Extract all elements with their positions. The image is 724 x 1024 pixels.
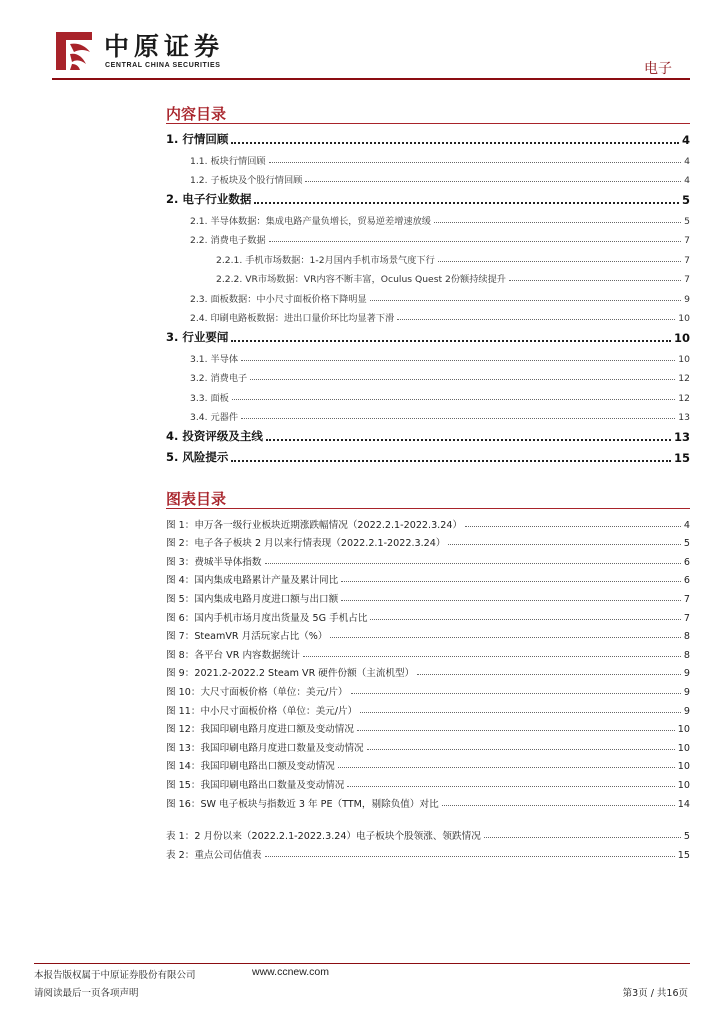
toc-entry[interactable]: [166, 227, 690, 247]
table-list: [166, 824, 690, 861]
toc-entry-page: 12: [678, 392, 690, 404]
company-name-en: CENTRAL CHINA SECURITIES: [105, 62, 221, 69]
dot-leader: [269, 162, 682, 163]
toc-entry[interactable]: [166, 384, 690, 404]
figure-entry-page: 9: [683, 686, 690, 698]
figure-entry-page: 9: [683, 668, 690, 680]
toc-entry-label: 2.4. 印刷电路板数据：进出口量价环比均显著下滑: [190, 313, 395, 324]
toc-entry-label: 2.3. 面板数据：中小尺寸面板价格下降明显: [190, 293, 367, 305]
dot-leader: [231, 460, 671, 462]
table-entry-page: 5: [683, 831, 690, 843]
page-header: [0, 0, 724, 80]
toc-entry-page: 15: [673, 451, 690, 465]
toc-entry-page: 4: [684, 175, 690, 186]
toc-entry-page: 5: [684, 215, 690, 227]
figure-entry-label: 图 3：费城半导体指数: [166, 556, 262, 568]
figure-index-title: 图表目录: [166, 489, 690, 509]
toc-entry-page: 10: [673, 331, 690, 345]
figure-entry-page: 8: [683, 649, 690, 661]
figure-entry-page: 10: [677, 724, 690, 736]
figure-index-section: [166, 489, 690, 861]
dot-leader: [254, 202, 679, 204]
footer-disclaimer-note: 请阅读最后一页各项声明: [34, 988, 139, 999]
figure-entry-page: 10: [677, 761, 690, 773]
figure-entry-label: 图 6：国内手机市场月度出货量及 5G 手机占比: [166, 612, 368, 624]
figure-entry-label: 图 7：SteamVR 月活玩家占比（%）: [166, 631, 328, 643]
figure-entry-label: 图 8：各平台 VR 内容数据统计: [166, 649, 301, 661]
dot-leader: [305, 181, 681, 182]
toc-entry-label: 3. 行业要闻: [166, 330, 229, 344]
toc-entry[interactable]: [166, 345, 690, 365]
toc-entry-label: 1.1. 板块行情回顾: [190, 155, 266, 167]
toc-entry[interactable]: [166, 305, 690, 325]
table-entry[interactable]: [166, 824, 690, 843]
toc-entry[interactable]: [166, 147, 690, 167]
figure-entry-page: 7: [683, 593, 690, 605]
table-entry-label: 表 1：2 月份以来（2022.2.1-2022.3.24）电子板块个股领涨、领跌情况: [166, 831, 481, 843]
header-divider: [52, 78, 690, 80]
dot-leader: [330, 637, 680, 638]
toc-entry-label: 2.2. 消费电子数据: [190, 235, 266, 246]
figure-entry[interactable]: [166, 661, 690, 680]
figure-entry[interactable]: [166, 531, 690, 550]
toc-entry-page: 7: [684, 254, 690, 266]
dot-leader: [434, 222, 681, 223]
toc-entry-label: 1. 行情回顾: [166, 132, 229, 146]
toc-entry-page: 12: [678, 373, 690, 384]
dot-leader: [265, 563, 681, 564]
toc-entry-page: 13: [678, 412, 690, 423]
figure-entry-page: 7: [683, 612, 690, 624]
dot-leader: [367, 749, 675, 750]
figure-entry[interactable]: [166, 735, 690, 754]
figure-entry-label: 图 2：电子各子板块 2 月以来行情表现（2022.2.1-2022.3.24）: [166, 538, 446, 550]
toc-entry[interactable]: [166, 126, 690, 147]
company-logo-icon: [52, 30, 96, 72]
figure-entry-page: 14: [677, 798, 690, 810]
toc-entry-label: 3.3. 面板: [190, 392, 229, 404]
figure-entry[interactable]: [166, 605, 690, 624]
figure-entry-page: 10: [677, 742, 690, 754]
toc-entry-page: 9: [684, 293, 690, 305]
figure-entry[interactable]: [166, 698, 690, 717]
dot-leader: [370, 619, 680, 620]
figure-entry-label: 图 5：国内集成电路月度进口额与出口额: [166, 593, 339, 605]
toc-entry-label: 2. 电子行业数据: [166, 192, 252, 206]
figure-entry-label: 图 12：我国印刷电路月度进口额及变动情况: [166, 724, 354, 736]
figure-entry[interactable]: [166, 586, 690, 605]
toc-entry[interactable]: [166, 365, 690, 385]
toc-entry[interactable]: [166, 186, 690, 207]
dot-leader: [370, 300, 682, 301]
toc-entry[interactable]: [166, 266, 690, 286]
dot-leader: [269, 241, 682, 242]
figure-entry[interactable]: [166, 512, 690, 531]
figure-entry-label: 图 14：我国印刷电路出口额及变动情况: [166, 761, 335, 773]
dot-leader: [266, 439, 671, 441]
dot-leader: [351, 693, 681, 694]
figure-entry[interactable]: [166, 679, 690, 698]
figure-entry[interactable]: [166, 754, 690, 773]
toc-entry-page: 5: [681, 193, 690, 207]
toc-entry-label: 2.1. 半导体数据：集成电路产量负增长，贸易逆差增速放缓: [190, 215, 431, 227]
toc-entry-page: 4: [681, 133, 690, 147]
figure-entry[interactable]: [166, 568, 690, 587]
dot-leader: [231, 142, 679, 144]
figure-entry-label: 图 4：国内集成电路累计产量及累计同比: [166, 575, 339, 587]
table-entry[interactable]: [166, 842, 690, 861]
toc-entry[interactable]: [166, 167, 690, 187]
footer-divider: [34, 963, 690, 964]
toc-entry-label: 3.1. 半导体: [190, 353, 239, 365]
figure-list: [166, 512, 690, 810]
toc-entry[interactable]: [166, 246, 690, 266]
toc-entry-label: 2.2.1. 手机市场数据：1-2月国内手机市场景气度下行: [216, 254, 435, 266]
dot-leader: [509, 280, 681, 281]
toc-entry-page: 13: [673, 430, 690, 444]
figure-entry-page: 10: [677, 779, 690, 791]
figure-entry[interactable]: [166, 717, 690, 736]
dot-leader: [448, 544, 680, 545]
table-entry-page: 15: [677, 849, 690, 861]
dot-leader: [347, 786, 674, 787]
toc-entry-label: 4. 投资评级及主线: [166, 429, 263, 443]
dot-leader: [442, 805, 675, 806]
toc-entry[interactable]: [166, 285, 690, 305]
toc-entry-page: 4: [684, 155, 690, 167]
toc-entry-page: 7: [684, 235, 690, 246]
toc-title: 内容目录: [166, 104, 690, 124]
dot-leader: [231, 340, 671, 342]
toc-entry[interactable]: [166, 404, 690, 424]
toc-entry-label: 3.2. 消费电子: [190, 373, 248, 384]
dot-leader: [341, 600, 681, 601]
toc-entry-page: 10: [678, 353, 690, 365]
figure-entry-page: 6: [683, 556, 690, 568]
figure-entry-page: 9: [683, 705, 690, 717]
dot-leader: [241, 418, 675, 419]
figure-entry-page: 6: [683, 575, 690, 587]
toc-entry[interactable]: [166, 207, 690, 227]
toc-entry-label: 5. 风险提示: [166, 450, 229, 464]
toc-list: [166, 126, 690, 465]
dot-leader: [241, 360, 675, 361]
figure-entry[interactable]: [166, 791, 690, 810]
figure-entry-label: 图 13：我国印刷电路月度进口数量及变动情况: [166, 742, 364, 754]
figure-entry[interactable]: [166, 549, 690, 568]
dot-leader: [417, 674, 681, 675]
figure-entry-label: 图 16：SW 电子板块与指数近 3 年 PE（TTM，剔除负值）对比: [166, 798, 439, 810]
dot-leader: [265, 856, 675, 857]
toc-entry-label: 3.4. 元器件: [190, 412, 239, 423]
figure-entry-label: 图 15：我国印刷电路出口数量及变动情况: [166, 779, 345, 791]
figure-entry[interactable]: [166, 772, 690, 791]
dot-leader: [303, 656, 681, 657]
dot-leader: [232, 399, 675, 400]
figure-entry-page: 8: [683, 631, 690, 643]
figure-entry-page: 5: [683, 538, 690, 550]
dot-leader: [357, 730, 675, 731]
toc-entry[interactable]: [166, 444, 690, 465]
dot-leader: [250, 379, 675, 380]
toc-entry-page: 7: [684, 274, 690, 285]
footer-copyright: 本报告版权属于中原证券股份有限公司: [34, 970, 196, 981]
figure-entry-label: 图 11：中小尺寸面板价格（单位：美元/片）: [166, 705, 358, 717]
figure-entry-label: 图 9：2021.2-2022.2 Steam VR 硬件份额（主流机型）: [166, 668, 415, 680]
dot-leader: [397, 319, 675, 320]
figure-entry-page: 4: [683, 519, 690, 531]
contents-area: [166, 104, 690, 861]
table-entry-label: 表 2：重点公司估值表: [166, 849, 262, 861]
toc-entry[interactable]: [166, 423, 690, 444]
dot-leader: [338, 767, 675, 768]
dot-leader: [341, 581, 681, 582]
sector-label: 电子: [644, 61, 672, 77]
toc-entry-label: 2.2.2. VR市场数据：VR内容不断丰富，Oculus Quest 2份额持续提升: [216, 274, 506, 285]
figure-entry-label: 图 10：大尺寸面板价格（单位：美元/片）: [166, 686, 348, 698]
footer-url-link[interactable]: www.ccnew.com: [252, 966, 330, 978]
dot-leader: [360, 712, 681, 713]
figure-entry[interactable]: [166, 624, 690, 643]
figure-entry-label: 图 1：申万各一级行业板块近期涨跌幅情况（2022.2.1-2022.3.24）: [166, 519, 463, 531]
toc-entry-page: 10: [678, 313, 690, 324]
toc-entry[interactable]: [166, 324, 690, 345]
figure-entry[interactable]: [166, 642, 690, 661]
dot-leader: [465, 526, 681, 527]
dot-leader: [438, 261, 681, 262]
company-name-cn: 中原证券: [104, 32, 225, 61]
footer-page-number: 第3页 / 共16页: [622, 988, 688, 999]
toc-entry-label: 1.2. 子板块及个股行情回顾: [190, 175, 303, 186]
dot-leader: [484, 837, 681, 838]
